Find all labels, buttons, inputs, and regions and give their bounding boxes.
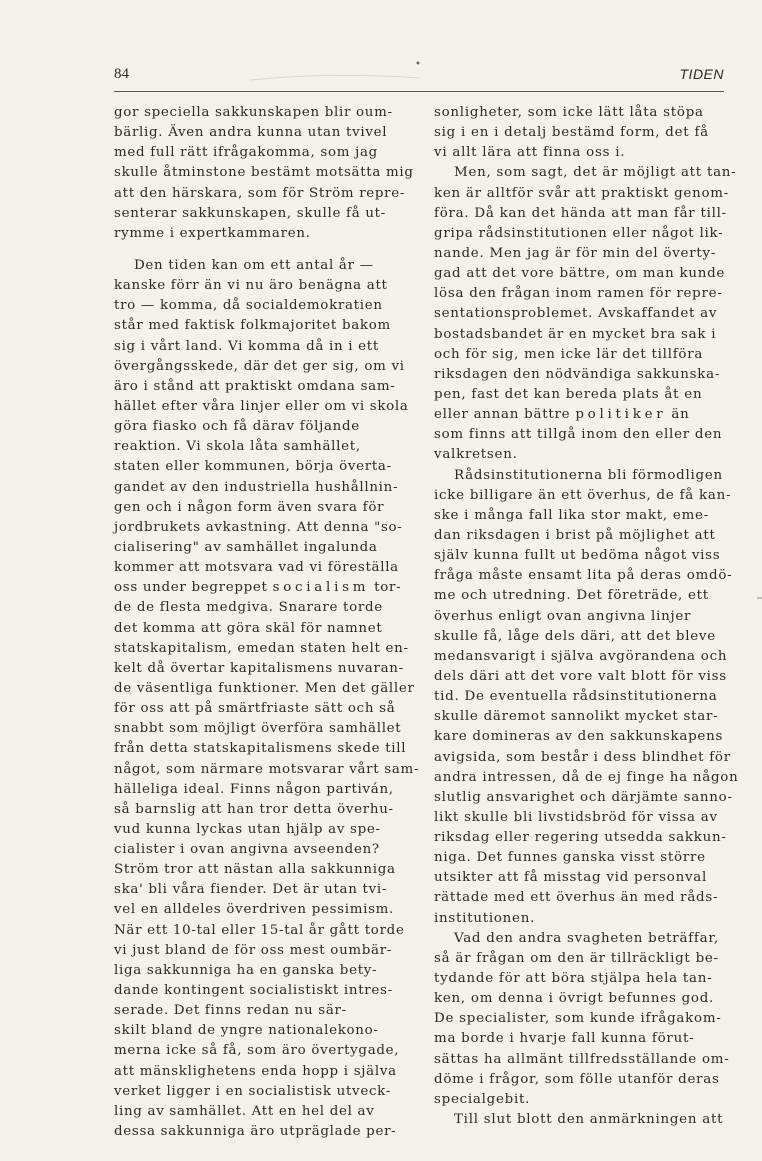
- text-line: bärlig. Även andra kunna utan tvivel: [114, 125, 388, 141]
- text-line: ska' bli våra fiender. Det är utan tvi-: [114, 882, 388, 898]
- text-line: sentationsproblemet. Avskaffandet av: [434, 306, 718, 322]
- text-line: liga sakkunniga ha en ganska bety-: [114, 962, 378, 978]
- text-line: Till slut blott den anmärkningen att: [454, 1112, 724, 1128]
- text-line: lösa den frågan inom ramen för repre-: [434, 286, 723, 302]
- text-line: de de flesta medgiva. Snarare torde: [114, 600, 383, 616]
- text-line: vi allt lära att finna oss i.: [434, 145, 626, 161]
- text-line: ken, om denna i övrigt befunnes god.: [434, 991, 715, 1007]
- text-line: med full rätt ifrågakomma, som jag: [114, 145, 378, 161]
- text-line: ling av samhället. Att en hel del av: [114, 1103, 375, 1119]
- text-line: att mänsklighetens enda hopp i själva: [114, 1063, 397, 1079]
- text-line: merna icke så få, som äro övertygade,: [114, 1043, 400, 1059]
- text-line: något, som närmare motsvarar vårt sam-: [114, 761, 420, 777]
- text-line: vi just bland de för oss mest oumbär-: [114, 942, 393, 958]
- text-line: andra intressen, då de ej finge ha någon: [434, 769, 739, 785]
- text-line: gandet av den industriella hushållnin-: [114, 479, 399, 495]
- text-line: överhus enligt ovan angivna linjer: [434, 608, 692, 624]
- text-line: gen och i någon form även svara för: [114, 499, 385, 515]
- text-line: rymme i expertkammaren.: [114, 225, 311, 241]
- text-fragment: tor-: [374, 580, 402, 596]
- text-line: hälleliga ideal. Finns någon partiván,: [114, 781, 394, 797]
- text-line: niga. Det funnes ganska visst större: [434, 850, 706, 866]
- text-line: verket ligger i en socialistisk utveck-: [114, 1083, 391, 1099]
- text-line: cialisering" av samhället ingalunda: [114, 539, 378, 555]
- text-line: pen, fast det kan bereda plats åt en: [434, 386, 703, 402]
- text-line: föra. Då kan det hända att man får till-: [434, 205, 727, 221]
- text-line: döme i frågor, som fölle utanför deras: [434, 1071, 720, 1087]
- text-line: dels däri att det vore valt blott för viss: [434, 668, 727, 684]
- text-line: Vad den andra svagheten beträffar,: [454, 930, 720, 946]
- text-line: som finns att tillgå inom den eller den: [434, 427, 723, 443]
- text-line: att den härskara, som för Ström repre-: [114, 185, 406, 201]
- text-column-right: [434, 103, 739, 1130]
- text-line: dande kontingent socialistiskt intres-: [114, 983, 393, 999]
- text-line: och för sig, men icke lär det tillföra: [434, 346, 704, 362]
- text-line: Den tiden kan om ett antal år —: [134, 257, 374, 273]
- text-line: icke billigare än ett överhus, de få kan-: [434, 487, 732, 503]
- text-line: det komma att göra skäl för namnet: [114, 620, 383, 636]
- paragraph: [434, 466, 739, 929]
- text-line: ken är alltför svår att praktiskt genom-: [434, 185, 730, 201]
- text-line: tydande för att böra stjälpa hela tan-: [434, 971, 713, 987]
- text-line: så barnslig att han tror detta överhu-: [114, 801, 394, 817]
- text-line: slutlig ansvarighet och därjämte sanno-: [434, 789, 733, 805]
- text-line: äro i stånd att praktiskt omdana sam-: [114, 378, 396, 394]
- text-line: står med faktisk folkmajoritet bakom: [114, 318, 391, 334]
- text-line: göra fiasko och få därav följande: [114, 419, 360, 435]
- text-line: skulle däremot sannolikt mycket star-: [434, 709, 719, 725]
- text-line: riksdag eller regering utsedda sakkun-: [434, 830, 727, 846]
- text-line: ma borde i hvarje fall kunna förut-: [434, 1031, 695, 1047]
- text-line: hället efter våra linjer eller om vi skola: [114, 398, 409, 414]
- text-line: från detta statskapitalismens skede till: [114, 741, 407, 757]
- text-line: bostadsbandet är en mycket bra sak i: [434, 326, 717, 342]
- text-line: vel en alldeles överdriven pessimism.: [114, 902, 395, 918]
- text-line: utsikter att få misstag vid personval: [434, 870, 708, 886]
- text-line: me och utredning. Det företräde, ett: [434, 588, 709, 604]
- text-line: jordbrukets avkastning. Att denna "so-: [114, 519, 403, 535]
- text-line: statskapitalism, emedan staten helt en-: [114, 640, 409, 656]
- text-line: dessa sakkunniga äro utpräglade per-: [114, 1124, 397, 1140]
- text-line: fråga måste ensamt lita på deras omdö-: [434, 568, 733, 584]
- paragraph: [434, 929, 730, 1110]
- text-line: tro — komma, då socialdemokratien: [114, 298, 383, 314]
- spaced-emphasis: socialism: [272, 580, 370, 596]
- text-fragment: oss under begreppet: [114, 580, 268, 596]
- journal-title: TIDEN: [679, 66, 724, 82]
- text-line: för oss att på smärtfriaste sätt och så: [114, 701, 396, 717]
- text-line: de väsentliga funktioner. Men det gäller: [114, 680, 415, 696]
- text-fragment: än: [671, 407, 690, 423]
- text-line: skulle få, låge dels däri, att det bleve: [434, 628, 716, 644]
- text-line: När ett 10-tal eller 15-tal år gått torde: [114, 922, 405, 938]
- text-line: rättade med ett överhus än med råds-: [434, 890, 719, 906]
- ink-dot: [417, 62, 420, 65]
- paragraph: [114, 103, 414, 244]
- text-line: Ström tror att nästan alla sakkunniga: [114, 862, 396, 878]
- text-line: sig i en i detalj bestämd form, det få: [434, 125, 709, 141]
- text-line: skilt bland de yngre nationalekono-: [114, 1023, 379, 1039]
- text-line: ske i många fall lika stor makt, eme-: [434, 507, 709, 523]
- text-line: Men, som sagt, det är möjligt att tan-: [454, 165, 737, 181]
- text-line: [114, 578, 404, 598]
- text-fragment: eller annan bättre: [434, 407, 571, 423]
- text-line: Rådsinstitutionerna bli förmodligen: [454, 467, 723, 483]
- text-line: själv kunna fullt ut bedöma något viss: [434, 548, 721, 564]
- text-line: sonligheter, som icke lätt låta stöpa: [434, 105, 704, 120]
- page-number: 84: [114, 66, 129, 82]
- paragraph: [114, 256, 420, 1142]
- text-line: medansvarigt i själva avgörandena och: [434, 648, 728, 664]
- text-line: avigsida, som består i dess blindhet för: [434, 749, 731, 765]
- text-line: nande. Men jag är för min del överty-: [434, 245, 717, 261]
- text-line: kelt då övertar kapitalismens nuvaran-: [114, 660, 404, 676]
- running-header: [114, 66, 724, 88]
- text-line: [434, 405, 724, 425]
- text-line: kommer att motsvara vad vi föreställa: [114, 560, 399, 576]
- text-line: likt skulle bli livstidsbröd för vissa av: [434, 809, 718, 825]
- paragraph: [434, 1110, 724, 1130]
- text-line: dan riksdagen i brist på möjlighet att: [434, 527, 716, 543]
- paragraph: [434, 103, 724, 163]
- text-line: vud kunna lyckas utan hjälp av spe-: [114, 821, 381, 837]
- text-line: kare domineras av den sakkunskapens: [434, 729, 724, 745]
- text-line: riksdagen den nödvändiga sakkunska-: [434, 366, 721, 382]
- spaced-emphasis: politiker: [575, 407, 667, 423]
- text-line: cialister i ovan angivna avseenden?: [114, 842, 380, 858]
- text-line: valkretsen.: [434, 447, 518, 463]
- text-column-left: [114, 103, 420, 1142]
- text-line: De specialister, som kunde ifrågakom-: [434, 1011, 722, 1027]
- text-line: reaktion. Vi skola låta samhället,: [114, 439, 361, 455]
- text-line: gripa rådsinstitutionen eller något lik-: [434, 225, 724, 241]
- text-line: sättas ha allmänt tillfredsställande om-: [434, 1051, 730, 1067]
- text-line: senterar sakkunskapen, skulle få ut-: [114, 205, 386, 221]
- text-line: gor speciella sakkunskapen blir oum-: [114, 105, 393, 120]
- paragraph: [434, 163, 737, 465]
- text-line: institutionen.: [434, 910, 536, 926]
- text-line: gad att det vore bättre, om man kunde: [434, 266, 726, 282]
- text-line: skulle åtminstone bestämt motsätta mig: [114, 165, 414, 181]
- text-line: sig i vårt land. Vi komma då in i ett: [114, 338, 379, 354]
- text-line: så är frågan om den är tillräckligt be-: [434, 950, 719, 966]
- text-line: kanske förr än vi nu äro benägna att: [114, 278, 388, 294]
- text-line: specialgebit.: [434, 1091, 531, 1107]
- text-line: tid. De eventuella rådsinstitutionerna: [434, 689, 718, 705]
- text-line: staten eller kommunen, börja överta-: [114, 459, 392, 475]
- text-line: övergångsskede, där det ger sig, om vi: [114, 358, 405, 374]
- header-rule: [114, 91, 724, 92]
- text-line: serade. Det finns redan nu sär-: [114, 1003, 347, 1019]
- text-line: snabbt som möjligt överföra samhället: [114, 721, 402, 737]
